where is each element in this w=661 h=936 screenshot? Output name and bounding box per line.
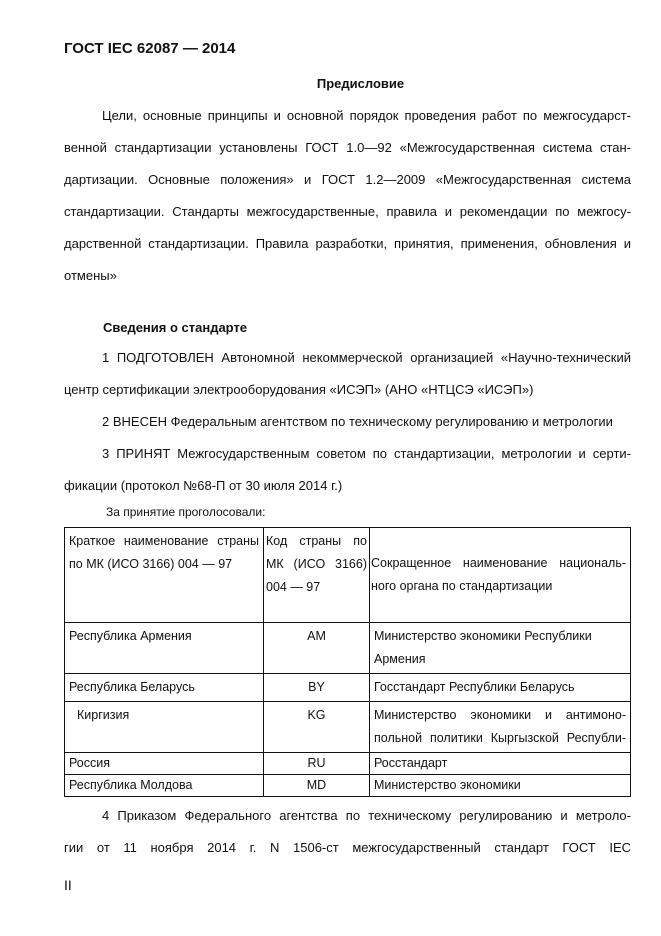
- table-header-row: [65, 528, 631, 623]
- header-cell-country: [65, 528, 264, 623]
- item-line: 4 Приказом Федерального агентства по техническому регулированию и метроло-: [102, 808, 631, 823]
- body-cell: [370, 775, 631, 797]
- document-header-title: ГОСТ IEC 62087 — 2014: [64, 40, 236, 57]
- code-cell: KG: [264, 702, 370, 753]
- item-line: центр сертификации электрооборудования «ИСЭП» (АНО «НТЦСЭ «ИСЭП»): [64, 382, 534, 397]
- body-text: Министерство экономики и антимоно-: [374, 708, 626, 722]
- item-4-paragraph: [64, 800, 631, 864]
- page-number: II: [64, 877, 72, 893]
- country-cell: Республика Армения: [65, 623, 264, 674]
- foreword-paragraph: [64, 100, 631, 292]
- country-cell: Республика Беларусь: [65, 674, 264, 702]
- table-row: [65, 674, 631, 702]
- foreword-line: дарственной стандартизации. Правила разработки, принятия, применения, обновления и: [64, 236, 631, 251]
- header-text: 004 — 97: [266, 580, 321, 594]
- foreword-line: венной стандартизации установлены ГОСТ 1.0—92 «Межгосударственная система стан-: [64, 140, 631, 155]
- code-cell: BY: [264, 674, 370, 702]
- header-text: по МК (ИСО 3166) 004 — 97: [69, 557, 233, 571]
- item-line: фикации (протокол №68-П от 30 июля 2014 г.): [64, 478, 343, 493]
- body-cell: [370, 674, 631, 702]
- country-cell: Киргизия: [65, 702, 264, 753]
- body-text: Армения: [374, 652, 426, 666]
- body-cell: [370, 753, 631, 775]
- standard-info-item-2: [64, 406, 631, 438]
- header-text: Сокращенное наименование националь-: [371, 556, 626, 570]
- code-cell: MD: [264, 775, 370, 797]
- table-row: [65, 775, 631, 797]
- item-line: 2 ВНЕСЕН Федеральным агентством по техническому регулированию и метрологии: [102, 414, 613, 429]
- country-cell: Республика Молдова: [65, 775, 264, 797]
- header-text: МК (ИСО 3166): [266, 557, 367, 571]
- table-row: [65, 753, 631, 775]
- foreword-line: отмены»: [64, 268, 117, 283]
- foreword-title: Предисловие: [316, 76, 405, 91]
- code-cell: AM: [264, 623, 370, 674]
- standard-info-item-3: [64, 438, 631, 502]
- country-cell: Россия: [65, 753, 264, 775]
- header-cell-body: [370, 528, 631, 623]
- item-line: 3 ПРИНЯТ Межгосударственным советом по стандартизации, метрологии и серти-: [102, 446, 631, 461]
- header-cell-code: [264, 528, 370, 623]
- foreword-line: дартизации. Основные положения» и ГОСТ 1.2—2009 «Межгосударственная система: [64, 172, 631, 187]
- standard-info-title: Сведения о стандарте: [103, 320, 248, 335]
- code-cell: RU: [264, 753, 370, 775]
- body-cell: [370, 702, 631, 753]
- foreword-line: Цели, основные принципы и основной порядок проведения работ по межгосударст-: [102, 108, 631, 123]
- header-text: Краткое наименование страны: [69, 534, 259, 548]
- body-cell: [370, 623, 631, 674]
- table-row: [65, 623, 631, 674]
- voted-label: За принятие проголосовали:: [106, 505, 266, 519]
- item-line: гии от 11 ноября 2014 г. N 1506-ст межгосударственный стандарт ГОСТ IEC: [64, 840, 631, 855]
- votes-table: [64, 527, 631, 797]
- item-line: 1 ПОДГОТОВЛЕН Автономной некоммерческой организацией «Научно-технический: [102, 350, 631, 365]
- body-text: Госстандарт Республики Беларусь: [374, 680, 575, 694]
- header-text: Код страны по: [266, 534, 367, 548]
- foreword-line: стандартизации. Стандарты межгосударственные, правила и рекомендации по межгосу-: [64, 204, 631, 219]
- body-text: Росстандарт: [374, 756, 448, 770]
- header-text: ного органа по стандартизации: [371, 579, 553, 593]
- body-text: Министерство экономики: [374, 778, 521, 792]
- body-text: Министерство экономики Республики: [374, 629, 592, 643]
- standard-info-item-1: [64, 342, 631, 406]
- table-row: [65, 702, 631, 753]
- body-text: польной политики Кыргызской Республи-: [374, 731, 626, 745]
